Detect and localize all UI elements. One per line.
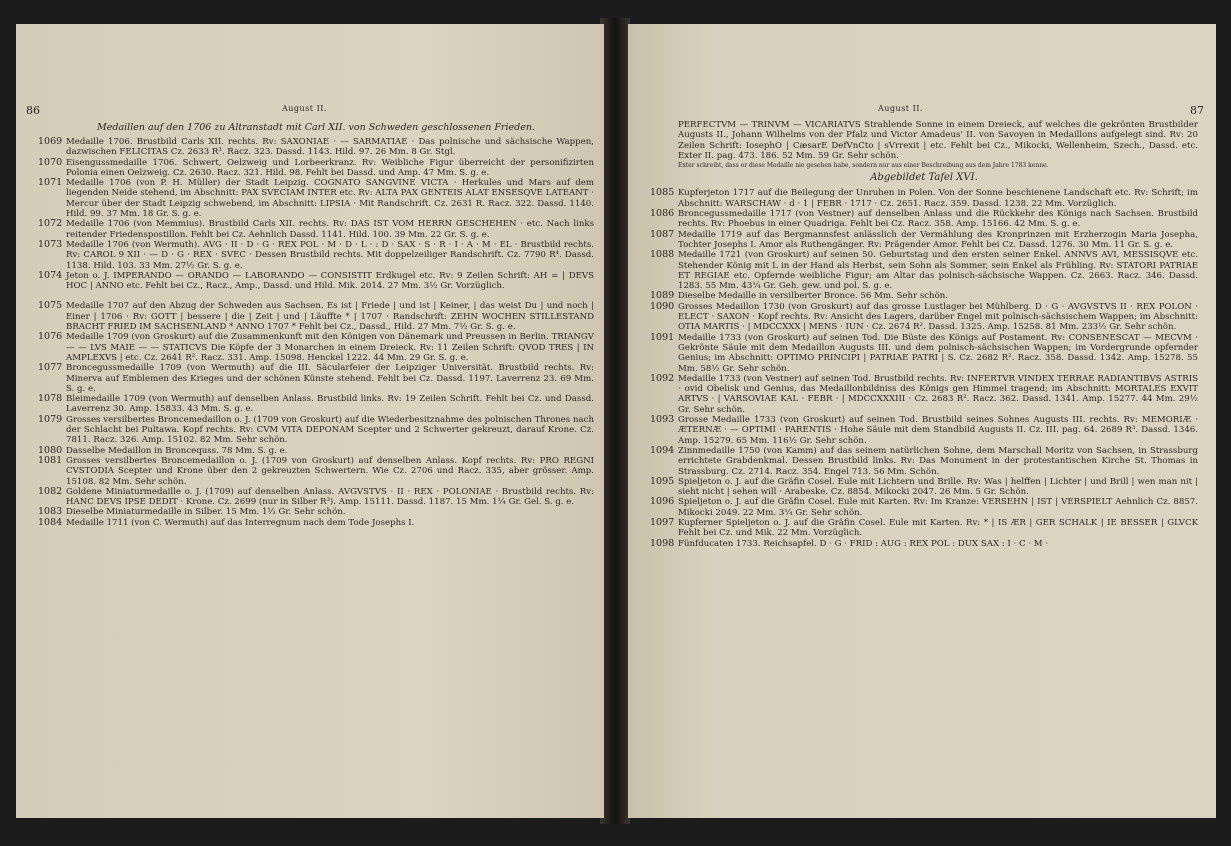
entry-number: 1087 bbox=[650, 228, 675, 240]
right-entries bbox=[650, 188, 1198, 548]
running-head-left: August II. bbox=[282, 104, 327, 113]
entry-text: Medaille 1719 auf das Bergmannsfest anlässlich der Vermählung des Kronprinzen mit Erzherzogin Maria Josepha, Tochter Josephs I. Amor als Ruthengänger. Rv: Prägender Amor. Fehlt bei Cz. Dassd. 1276. 30 Mm. 11 Gr. S. g. e. bbox=[678, 229, 1198, 250]
entry-number: 1080 bbox=[38, 444, 63, 456]
catalog-entry bbox=[650, 250, 1198, 291]
entry-number: 1085 bbox=[650, 187, 675, 199]
catalog-entry bbox=[38, 487, 594, 508]
entry-text: Medaille 1733 (von Groskurt) auf seinen Tod. Die Büste des Königs auf Postament. Rv: CONSENESCAT — MECVM · Gekrönte Säule mit dem Medaillon Augusts III. und dem polnisch-sächsischen Wappen; im Vordergrunde opfernder Genius; im Abschnitt: OPTIMO PRINCIPI | PATRIAE PATRI | S. Cz. 2682 R². Racz. 358. Dassd. 1342. Amp. 15278. 55 Mm. 58½ Gr. Sehr schön. bbox=[678, 332, 1198, 374]
catalog-entry bbox=[38, 446, 594, 456]
entry-text: Spieljeton o. J. auf die Gräfin Cosel. Eule mit Karten. Rv: Im Kranze: VERSEHN | IST | VERSPIELT Aehnlich Cz. 8857. Mikocki 2049. 22 Mm. 3¼ Gr. Sehr schön. bbox=[678, 497, 1198, 518]
entry-text: Dieselbe Miniaturmedaille in Silber. 15 Mm. 1⅓ Gr. Sehr schön. bbox=[66, 507, 346, 518]
left-page bbox=[16, 24, 604, 818]
right-text-column bbox=[650, 120, 1198, 549]
catalog-entry bbox=[650, 209, 1198, 230]
entry-number: 1091 bbox=[650, 331, 675, 343]
section-gap bbox=[38, 291, 594, 301]
entry-text: Medaille 1733 (von Vestner) auf seinen Tod. Brustbild rechts. Rv: INFERTVR VINDEX TERRAE RADIANTIBVS ASTRIS · ovid Obelisk und Genius, das Medaillonbildniss des Königs gen Himmel tragend; im Abschnitt: MORTALES EXVIT ARTVS · | VARSOVIAE KAL · FEBR · | MDCCXXXIII · Cz. 2683 R². Racz. 362. Dassd. 1341. Amp. 15277. 44 Mm. 29½ Gr. Sehr schön. bbox=[678, 373, 1198, 415]
entry-text: Dasselbe Medaillon in Broncequss. 78 Mm. S. g. e. bbox=[66, 445, 288, 456]
catalog-entry bbox=[38, 137, 594, 158]
entry-number: 1094 bbox=[650, 444, 675, 456]
section-title: Medaillen auf den 1706 zu Altranstadt mit Carl XII. von Schweden geschlossenen Frieden. bbox=[97, 122, 535, 133]
catalog-entry bbox=[650, 302, 1198, 333]
entry-number: 1081 bbox=[38, 454, 63, 466]
left-text-column bbox=[38, 122, 594, 528]
page-number-left: 86 bbox=[26, 104, 40, 117]
catalog-entry bbox=[38, 178, 594, 219]
catalog-entry bbox=[650, 415, 1198, 446]
catalog-entry bbox=[38, 394, 594, 415]
catalog-entry bbox=[650, 230, 1198, 251]
continuation-entry: PERFECTVM — TRINVM — VICARIATVS Strahlende Sonne in einem Dreieck, auf welches die gekrönten Brustbilder Augusts II., Johann Wilhelms von der Pfalz und Victor Amadeus' II. von Savoyen in Medaillons aufgelegt sind. Rv: 20 Zeilen Schrift: IosephO | CæsarE DefVnCto | sVrrexit | etc. Fehlt bei Cz., Mikocki, Wellenheim, Szech., Dassd. etc. Exter II. pag. 473. 186. 52 Mm. 59 Gr. Sehr schön. bbox=[678, 120, 1198, 161]
page-number-right: 87 bbox=[1190, 104, 1204, 117]
entry-number: 1078 bbox=[38, 393, 63, 405]
entry-text: Fünfducaten 1733. Reichsapfel. D · G · FRID : AUG : REX POL : DUX SAX : I · C · M · bbox=[678, 538, 1049, 549]
entry-number: 1077 bbox=[38, 362, 63, 374]
entry-number: 1074 bbox=[38, 269, 63, 281]
running-head-right: August II. bbox=[878, 104, 923, 113]
plate-reference: Abgebildet Tafel XVI. bbox=[870, 172, 978, 184]
entry-number: 1070 bbox=[38, 156, 63, 168]
left-entries bbox=[38, 137, 594, 528]
book-gutter bbox=[600, 18, 630, 824]
entry-number: 1098 bbox=[650, 537, 675, 549]
entry-text: Spieljeton o. J. auf die Gräfin Cosel. Eule mit Lichtern und Brille. Rv: Was | helffen | Lichter | und Brill | wen man nit | sieht nicht | sehen will · Arabeske. Cz. 8854. Mikocki 2047. 26 Mm. 5 Gr. Schön. bbox=[678, 476, 1198, 498]
catalog-entry bbox=[650, 291, 1198, 301]
entry-text: Medaille 1709 (von Groskurt) auf die Zusammenkunft mit den Königen von Dänemark und Preussen in Berlin. TRIANGV — — LVS MAIE — — STATICVS Die Köpfe der 3 Monarchen in einem Dreieck. Rv: 11 Zeilen Schrift: QVOD TRES | IN AMPLEXVS | etc. Cz. 2641 R². Racz. 331. Amp. 15098. Henckel 1222. 44 Mm. 29 Gr. S. g. e. bbox=[66, 332, 594, 363]
catalog-entry bbox=[38, 158, 594, 179]
entry-number: 1075 bbox=[38, 300, 63, 312]
catalog-entry bbox=[650, 446, 1198, 477]
catalog-entry bbox=[38, 240, 594, 271]
catalog-entry bbox=[38, 219, 594, 240]
catalog-entry bbox=[650, 188, 1198, 209]
catalog-entry bbox=[650, 374, 1198, 415]
catalog-entry bbox=[650, 477, 1198, 498]
entry-text: Medaille 1706. Brustbild Carls XII. rechts. Rv: SAXONIAE · — SARMATIAE · Das polnische und sächsische Wappen, dazwischen FELICITAS Cz. 2633 R³. Racz. 323. Dassd. 1143. Hild. 97. 26 Mm. 8 Gr. Stgl. bbox=[66, 137, 594, 158]
entry-text: Broncegussmedaille 1709 (von Wermuth) auf die III. Säcularfeier der Leipziger Universität. Brustbild rechts. Rv: Minerva auf Emblemen des Krieges und der schönen Künste stehend. Fehlt bei Cz. Dassd. 1197. Laverrenz 23. 69 Mm. S. g. e. bbox=[66, 363, 594, 394]
entry-number: 1069 bbox=[38, 136, 63, 147]
entry-number: 1090 bbox=[650, 300, 675, 312]
footnote: Exter schreibt, dass er diese Medaille nie gesehen habe, sondern nur aus einer Beschreibung aus dem Jahre 1783 kenne. bbox=[678, 162, 1049, 170]
entry-text: Grosse Medaille 1733 (von Groskurt) auf seinen Tod. Brustbild seines Sohnes Augusts III. rechts. Rv: MEMORIÆ · ÆTERNÆ · — OPTIMI · PARENTIS · Hohe Säule mit dem Standbild Augusts II. Cz. III. pag. 64. 2689 R³. Dassd. 1346. Amp. 15279. 65 Mm. 116½ Gr. Sehr schön. bbox=[678, 415, 1198, 446]
entry-number: 1084 bbox=[38, 516, 63, 528]
entry-text: Medaille 1706 (von P. H. Müller) der Stadt Leipzig. COGNATO SANGVINE VICTA · Herkules und Mars auf dem liegenden Neide stehend, im Abschnitt: PAX SVECIAM INTER etc. Rv: ALTA PAX GENTEIS ALAT ENSESQVE LATEANT · Mercur über der Stadt Leipzig schwebend, im Abschnitt: LIPSIA · Mit Randschrift. Cz. 2631 R. Racz. 322. Dassd. 1140. Hild. 99. 37 Mm. 18 Gr. S. g. e. bbox=[66, 178, 594, 220]
entry-text: Medaille 1721 (von Groskurt) auf seinen 50. Geburtstag und den ersten seiner Enkel. ANNVS AVI, MESSISQVE etc. Stehender König mit L in der Hand als Herbst, sein Sohn als Sommer, sein Enkel als Frühling. Rv: STATORI PATRIAE ET REGIAE etc. Opfernde weibliche Figur; am Altar das polnisch-sächsische Wappen. Cz. 2663. Racz. 346. Dassd. 1283. 55 Mm. 43¼ Gr. Geh. gew. und pol. S. g. e. bbox=[678, 250, 1198, 292]
entry-text: Kupferjeton 1717 auf die Beilegung der Unruhen in Polen. Von der Sonne beschienene Landschaft etc. Rv: Schrift; im Abschnitt: WARSCHAW · d · 1 | FEBR · 1717 · Cz. 2651. Racz. 359. Dassd. 1238. 22 Mm. Vorzüglich. bbox=[678, 188, 1198, 209]
catalog-entry bbox=[38, 415, 594, 446]
entry-text: Broncegussmedaille 1717 (von Vestner) auf denselben Anlass und die Rückkehr des Königs nach Sachsen. Brustbild rechts. Rv: Phoebus in einer Quadriga. Fehlt bei Cz. Racz. 358. Amp. 15166. 42 Mm. S. g. e. bbox=[678, 209, 1198, 230]
catalog-entry bbox=[650, 518, 1198, 539]
catalog-entry bbox=[38, 301, 594, 332]
entry-text: Medaille 1707 auf den Abzug der Schweden aus Sachsen. Es ist | Friede | und ist | Keiner, | das weist Du | und noch | Einer | 1706 · Rv: GOTT | bessere | die | Zeit | und | Läuffte * | 1707 · Randschrift: ZEHN WOCHEN STILLESTAND BRACHT FRIED IM SACHSENLAND * ANNO 1707 * Fehlt bei Cz., Dassd., Hild. 27 Mm. 7½ Gr. S. g. e. bbox=[66, 301, 594, 333]
entry-text: Grosses Medaillon 1730 (von Groskurt) auf das grosse Lustlager bei Mühlberg. D · G · AVGVSTVS II · REX POLON · ELECT · SAXON · Kopf rechts. Rv: Ansicht des Lagers, darüber Engel mit polnisch-sächsischem Wappen; im Abschnitt: OTIA MARTIS · | MDCCXXX | MENS · IUN · Cz. 2674 R². Dassd. 1325. Amp. 15258. 81 Mm. 233½ Gr. Sehr schön. bbox=[678, 301, 1198, 333]
entry-number: 1088 bbox=[650, 249, 675, 261]
entry-text: Goldene Miniaturmedaille o. J. (1709) auf denselben Anlass. AVGVSTVS · II · REX · POLONIAE · Brustbild rechts. Rv: HANC DEVS IPSE DEDIT · Krone. Cz. 2699 (nur in Silber R³). Amp. 15111. Dassd. 1187. 15 Mm. 1¼ Gr. Gel. S. g. e. bbox=[66, 486, 594, 508]
entry-number: 1072 bbox=[38, 218, 63, 230]
entry-text: Dieselbe Medaille in versilberter Bronce. 56 Mm. Sehr schön. bbox=[678, 291, 949, 302]
catalog-entry bbox=[38, 518, 594, 528]
catalog-entry bbox=[650, 497, 1198, 518]
entry-text: Grosses versilbertes Broncemedaillon o. J. (1709 von Groskurt) auf denselben Anlass. Kopf rechts. Rv: PRO REGNI CVSTODIA Scepter und Krone über den 2 gekreuzten Schwertern. Wie Cz. 2706 und Racz. 335, aber grösser. Amp. 15108. 82 Mm. Sehr schön. bbox=[66, 455, 594, 487]
entry-number: 1089 bbox=[650, 290, 675, 302]
entry-number: 1096 bbox=[650, 496, 675, 508]
entry-number: 1073 bbox=[38, 238, 63, 250]
entry-number: 1071 bbox=[38, 177, 63, 189]
entry-number: 1086 bbox=[650, 208, 675, 220]
entry-number: 1092 bbox=[650, 372, 675, 384]
entry-number: 1095 bbox=[650, 475, 675, 487]
catalog-entry bbox=[38, 271, 594, 292]
entry-text: Kupferner Spieljeton o. J. auf die Gräfin Cosel. Eule mit Karten. Rv: * | IS ÆR | GER SCHALK | IE BESSER | GLVCK Fehlt bei Cz. und Mik. 22 Mm. Vorzüglich. bbox=[678, 517, 1198, 539]
entry-text: Eisengussmedaille 1706. Schwert, Oelzweig und Lorbeerkranz. Rv: Weibliche Figur überreicht der personifizirten Polonia einen Oelzweig. Cz. 2630. Racz. 321. Hild. 98. Fehlt bei Dassd. und Amp. 47 Mm. S. g. e. bbox=[66, 157, 594, 178]
entry-text: Medaille 1711 (von C. Wermuth) auf das Interregnum nach dem Tode Josephs I. bbox=[66, 517, 415, 528]
catalog-entry bbox=[650, 333, 1198, 374]
catalog-entry bbox=[38, 363, 594, 394]
catalog-entry bbox=[38, 507, 594, 517]
entry-number: 1097 bbox=[650, 516, 675, 528]
entry-text: Bleimedaille 1709 (von Wermuth) auf denselben Anlass. Brustbild links. Rv: 19 Zeilen Schrift. Fehlt bei Cz. und Dassd. Laverrenz 30. Amp. 15833. 43 Mm. S. g. e. bbox=[66, 394, 594, 415]
catalog-entry bbox=[38, 332, 594, 363]
entry-number: 1082 bbox=[38, 485, 63, 497]
entry-number: 1083 bbox=[38, 506, 63, 518]
right-page bbox=[628, 24, 1216, 818]
entry-text: Grosses versilbertes Broncemedaillon o. J. (1709 von Groskurt) auf die Wiederbesitznahme des polnischen Thrones nach der Schlacht bei Pultawa. Kopf rechts. Rv: CVM VITA DEPONAM Scepter und 2 Schwerter gekreuzt, darauf Krone. Cz. 7811. Racz. 326. Amp. 15102. 82 Mm. Sehr schön. bbox=[66, 414, 594, 446]
entry-text: Medaille 1706 (von Memmius). Brustbild Carls XII. rechts. Rv: DAS IST VOM HERRN GESCHEHEN · etc. Nach links reitender Friedenspostillon. Fehlt bei Cz. Aehnlich Dassd. 1141. Hild. 100. 39 Mm. 22 Gr. S. g. e. bbox=[66, 219, 594, 240]
entry-number: 1093 bbox=[650, 414, 675, 426]
entry-text: Medaille 1706 (von Wermuth). AVG · II · D · G · REX POL · M · D · L · : D · SAX · S · R · I · A · M · EL · Brustbild rechts. Rv: CAROL 9 XII · — D · G · REX · SVEC · Dessen Brustbild rechts. Mit doppelzeiliger Randschrift. Cz. 7790 R⁴. Dassd. 1138. Hild. 103. 33 Mm. 27½ Gr. S. g. e. bbox=[66, 239, 594, 271]
catalog-entry bbox=[38, 456, 594, 487]
entry-number: 1076 bbox=[38, 331, 63, 343]
catalog-entry bbox=[650, 539, 1198, 549]
entry-number: 1079 bbox=[38, 413, 63, 425]
entry-text: Jeton o. J. IMPERANDO — ORANDO — LABORANDO — CONSISTIT Erdkugel etc. Rv: 9 Zeilen Schrift: AH = | DEVS HOC | ANNO etc. Fehlt bei Cz., Racz., Amp., Dassd. und Hild. Mik. 2014. 27 Mm. 3½ Gr. Vorzüglich. bbox=[66, 270, 594, 292]
entry-text: Zinnmedaille 1750 (von Kamm) auf das seinem natürlichen Sohne, dem Marschall Moritz von Sachsen, in Strassburg errichtete Grabdenkmal. Dessen Brustbild links. Rv: Das Monument in der protestantischen Kirche St. Thomas in Strassburg. Cz. 2714. Racz. 354. Engel 713. 56 Mm. Schön. bbox=[678, 445, 1198, 477]
